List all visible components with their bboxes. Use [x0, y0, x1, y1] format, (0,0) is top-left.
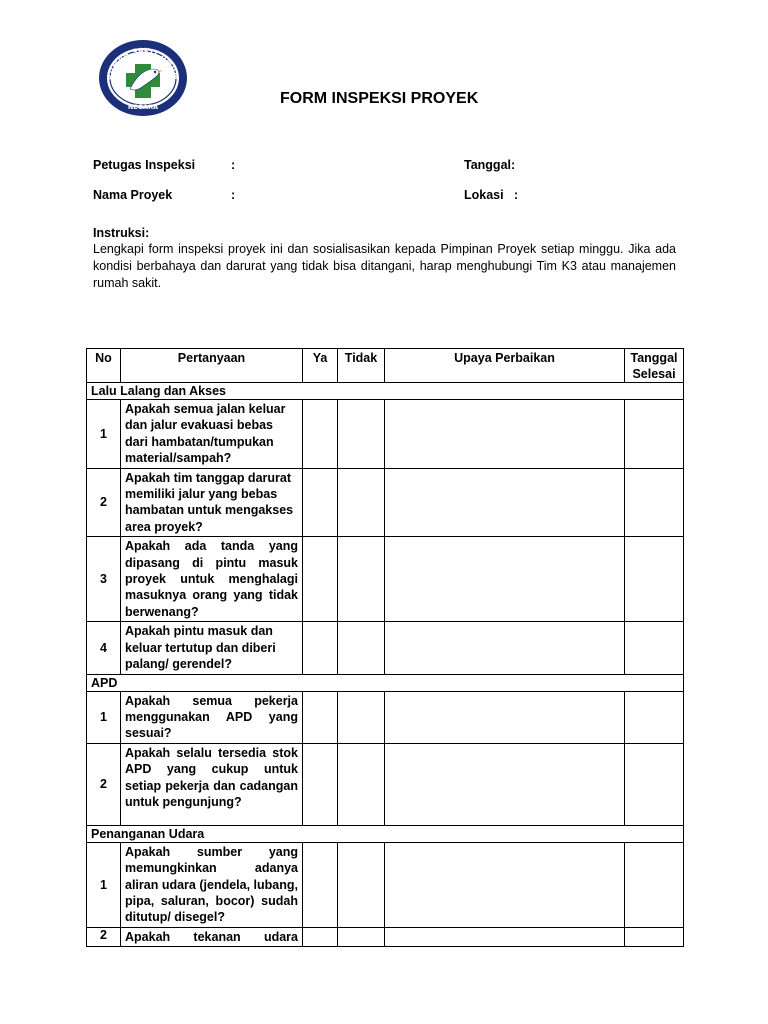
- row-question: Apakah sumber yang memungkinkan adanya aliran udara (jendela, lubang, pipa, saluran, bocor) sudah ditutup/ disegel?: [121, 842, 303, 927]
- upaya-cell[interactable]: [385, 691, 625, 743]
- ya-cell[interactable]: [303, 537, 338, 622]
- row-question: Apakah semua pekerja menggunakan APD yang sesuai?: [121, 691, 303, 743]
- row-number: 3: [87, 537, 121, 622]
- header-tidak: Tidak: [338, 349, 385, 383]
- page-title: FORM INSPEKSI PROYEK: [280, 90, 479, 107]
- table-row: [87, 691, 684, 743]
- tanggal-cell[interactable]: [625, 927, 684, 946]
- inspection-table: [86, 348, 684, 947]
- ya-cell[interactable]: [303, 842, 338, 927]
- ya-cell[interactable]: [303, 691, 338, 743]
- tidak-cell[interactable]: [338, 468, 385, 537]
- tanggal-label: Tanggal:: [464, 158, 516, 172]
- instructions-heading: Instruksi:: [93, 226, 150, 240]
- tanggal-cell[interactable]: [625, 691, 684, 743]
- upaya-cell[interactable]: [385, 743, 625, 825]
- row-question: Apakah tekanan udara: [121, 927, 303, 946]
- row-number: 1: [87, 691, 121, 743]
- table-row: [87, 468, 684, 537]
- table-row: [87, 927, 684, 946]
- tanggal-cell[interactable]: [625, 537, 684, 622]
- ya-cell[interactable]: [303, 743, 338, 825]
- petugas-colon: :: [231, 158, 236, 172]
- tidak-cell[interactable]: [338, 537, 385, 622]
- tidak-cell[interactable]: [338, 842, 385, 927]
- row-number: 2: [87, 743, 121, 825]
- tanggal-cell[interactable]: [625, 468, 684, 537]
- tidak-cell[interactable]: [338, 691, 385, 743]
- table-header-row: [87, 349, 684, 383]
- hospital-logo: [98, 39, 188, 117]
- tidak-cell[interactable]: [338, 927, 385, 946]
- section-title: Lalu Lalang dan Akses: [87, 383, 684, 400]
- petugas-label: Petugas Inspeksi: [93, 158, 196, 172]
- table-row: [87, 622, 684, 674]
- tidak-cell[interactable]: [338, 622, 385, 674]
- header-tanggal-selesai: Tanggal Selesai: [625, 349, 684, 383]
- table-row: [87, 537, 684, 622]
- ya-cell[interactable]: [303, 622, 338, 674]
- row-question: Apakah selalu tersedia stok APD yang cukup untuk setiap pekerja dan cadangan untuk pengunjung?: [121, 743, 303, 825]
- upaya-cell[interactable]: [385, 622, 625, 674]
- upaya-cell[interactable]: [385, 927, 625, 946]
- tidak-cell[interactable]: [338, 743, 385, 825]
- row-question: Apakah pintu masuk dan keluar tertutup dan diberi palang/ gerendel?: [121, 622, 303, 674]
- proyek-label: Nama Proyek: [93, 188, 173, 202]
- table-row: [87, 400, 684, 469]
- logo-text-top: RUMAH SAKIT UMUM: [105, 45, 181, 81]
- header-no: No: [87, 349, 121, 383]
- row-number: 1: [87, 400, 121, 469]
- tanggal-cell[interactable]: [625, 842, 684, 927]
- upaya-cell[interactable]: [385, 400, 625, 469]
- row-number: 2: [87, 927, 121, 946]
- tanggal-cell[interactable]: [625, 743, 684, 825]
- ya-cell[interactable]: [303, 468, 338, 537]
- row-question: Apakah semua jalan keluar dan jalur evakuasi bebas dari hambatan/tumpukan material/sampah?: [121, 400, 303, 469]
- header-pertanyaan: Pertanyaan: [121, 349, 303, 383]
- section-title: APD: [87, 674, 684, 691]
- header-upaya: Upaya Perbaikan: [385, 349, 625, 383]
- instructions-body: Lengkapi form inspeksi proyek ini dan sosialisasikan kepada Pimpinan Proyek setiap minggu. Jika ada kondisi berbahaya dan darurat yang tidak bisa ditangani, harap menghubungi Tim K3 atau manajemen rumah sakit.: [93, 242, 676, 290]
- ya-cell[interactable]: [303, 400, 338, 469]
- row-number: 2: [87, 468, 121, 537]
- tidak-cell[interactable]: [338, 400, 385, 469]
- table-row: [87, 842, 684, 927]
- row-question: Apakah tim tanggap darurat memiliki jalur yang bebas hambatan untuk mengakses area proyek?: [121, 468, 303, 537]
- upaya-cell[interactable]: [385, 468, 625, 537]
- tanggal-cell[interactable]: [625, 400, 684, 469]
- header-ya: Ya: [303, 349, 338, 383]
- proyek-colon: :: [231, 188, 236, 202]
- upaya-cell[interactable]: [385, 537, 625, 622]
- upaya-cell[interactable]: [385, 842, 625, 927]
- lokasi-label: Lokasi :: [464, 188, 519, 202]
- row-number: 4: [87, 622, 121, 674]
- row-question: Apakah ada tanda yang dipasang di pintu masuk proyek untuk menghalagi masuknya orang yang tidak berwenang?: [121, 537, 303, 622]
- row-number: 1: [87, 842, 121, 927]
- table-row: [87, 743, 684, 825]
- tanggal-cell[interactable]: [625, 622, 684, 674]
- logo-text-bottom: NEGARA: [127, 103, 159, 111]
- ya-cell[interactable]: [303, 927, 338, 946]
- section-title: Penanganan Udara: [87, 825, 684, 842]
